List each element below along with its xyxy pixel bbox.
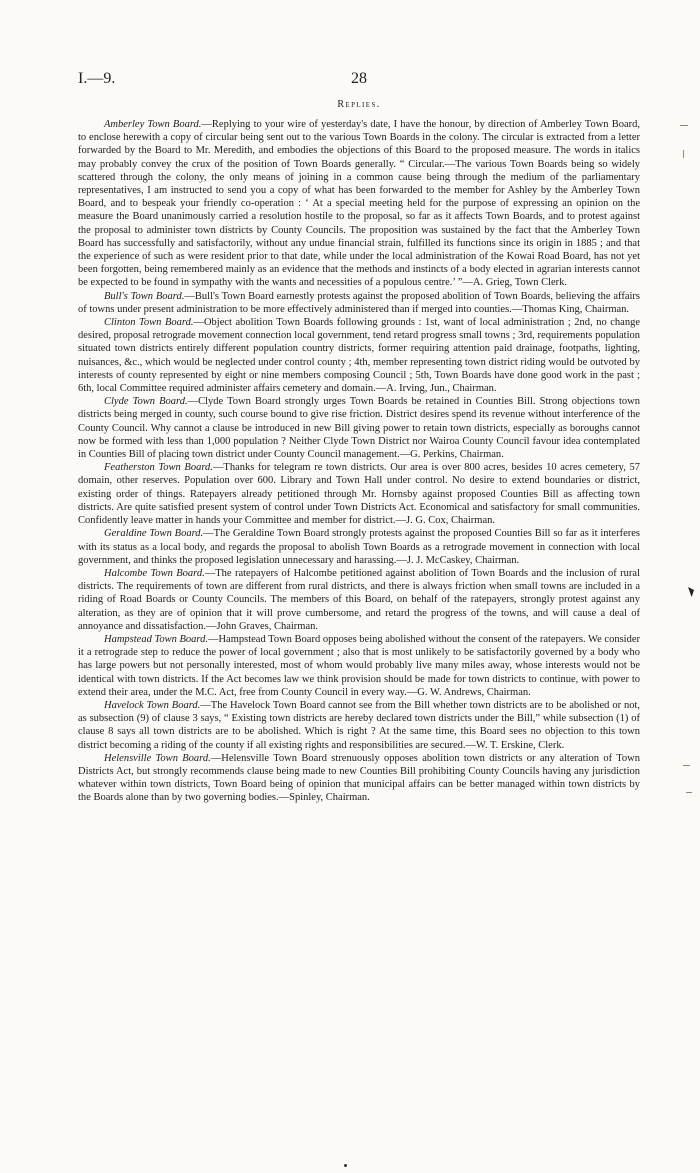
reply-text: —The Havelock Town Board cannot see from the Bill whether town districts are to be abolished or not, as subsection (9) of clause 3 says, “ Existing town districts are hereby declared town districts under the Bill,” while subsection (1) of clause 8 says all town districts are to be abolished. Which is right ? At the same time, this Board sees no objection to this town district becoming a riding of the county if all existing rights and responsibilities are secured.—W. T. Erskine, Clerk. xyxy=(78,699,640,751)
reply-text: —The ratepayers of Halcombe petitioned against abolition of Town Boards and the inclusion of rural districts. The requirements of town are different from rural districts, and there is always friction when small towns are included in a riding of Road Boards or County Councils. The members of this Board, on behalf of the ratepayers, strongly protest against any alteration, as they are of opinion that it will prove cumbersome, and retard the progress of the towns, and will cause a deal of annoyance and dissatisfaction.—John Graves, Chairman. xyxy=(78,567,640,632)
margin-mark xyxy=(688,587,694,597)
reply-clyde xyxy=(78,395,640,461)
reply-org: Amberley Town Board. xyxy=(104,119,202,130)
reply-halcombe xyxy=(78,567,640,633)
reply-org: Bull's Town Board. xyxy=(104,290,185,302)
section-heading: Replies. xyxy=(337,99,381,110)
reply-org: Clinton Town Board. xyxy=(104,317,194,329)
reply-hampstead xyxy=(78,633,640,699)
page-number: 28 xyxy=(351,70,367,87)
margin-mark xyxy=(680,125,688,126)
reply-text: —Thanks for telegram re town districts. Our area is over 800 acres, besides 10 acres cemetery, 57 domain, other reserves. Population over 600. Library and Town Hall under control. No desire to extend boundaries or district, existing order of things. Ratepayers already petitioned through Mr. Hornsby against proposed Counties Bill as affecting town districts. Are quite satisfied present system of control under Town Districts Act. Economical and satisfactory for small communities. Confidently leave matter in hands your Committee and member for district.—J. G. Cox, Chairman. xyxy=(78,462,640,527)
reply-org: Havelock Town Board. xyxy=(104,699,201,711)
reply-clinton xyxy=(78,316,640,395)
margin-mark xyxy=(686,792,692,793)
page-header xyxy=(78,70,640,90)
margin-mark xyxy=(683,150,684,158)
reply-org: Halcombe Town Board. xyxy=(104,567,205,579)
replies-body xyxy=(78,118,640,805)
reply-bulls xyxy=(78,290,640,316)
reply-amberley xyxy=(78,118,640,290)
reply-helensville xyxy=(78,752,640,805)
reply-text: —Clyde Town Board strongly urges Town Boards be retained in Counties Bill. Strong objections town districts being merged in county, such course bound to give rise friction. District desires spend its revenue without interference of the County Council. Why cannot a clause be introduced in new Bill giving power to retain town districts, especially as boroughs cannot now be formed with less than 1,000 population ? Neither Clyde Town District nor Wairoa County Council favour idea contemplated in Counties Bill of placing town district under County Council management.—G. Perkins, Chairman. xyxy=(78,396,640,461)
reply-org: Hampstead Town Board. xyxy=(104,633,208,645)
reply-text: —Helensville Town Board strenuously opposes abolition town districts or any alteration of Town Districts Act, but strongly recommends clause being made to new Counties Bill prohibiting County Councils having any jurisdiction whatever within town districts, Town Board being of opinion that municipal affairs can be better managed within town districts by the Boards alone than by two governing bodies.—Spinley, Chairman. xyxy=(78,752,640,804)
reply-org: Featherston Town Board. xyxy=(104,462,213,474)
reply-text: —The Geraldine Town Board strongly protests against the proposed Counties Bill so far as it interferes with its status as a local body, and regards the proposal to abolish Town Boards as a retrograde movement in connection with local government, and thinks the proposed legislation unnecessary and harassing.—J. J. McCaskey, Chairman. xyxy=(78,528,640,566)
page-dot xyxy=(344,1164,347,1167)
paper-reference: I.—9. xyxy=(78,70,116,87)
reply-featherston xyxy=(78,461,640,527)
reply-org: Helensville Town Board. xyxy=(104,752,211,764)
reply-text: —Bull's Town Board earnestly protests against the proposed abolition of Town Boards, believing the affairs of towns under present administration to be more effectively administered than if merged into counties.—Thomas King, Chairman. xyxy=(78,290,640,315)
reply-text: —Hampstead Town Board opposes being abolished without the consent of the ratepayers. We consider it a retrograde step to reduce the power of local government ; also that is most unlikely to be satisfactorily governed by a body who has large powers but not personally interested, most of whom would probably live many miles away, whose interests would not be identical with town districts. If the Act becomes law we think provision should be made for town districts to continue, with power to extend their area, under the M.C. Act, free from County Council in every way.—G. W. Andrews, Chairman. xyxy=(78,633,640,698)
margin-mark xyxy=(683,765,690,766)
reply-text: —Object abolition Town Boards following grounds : 1st, want of local administration ; 2nd, no change desired, proposal retrograde movement connection local government, tend retard progress small towns ; 3rd, requirements population situated town districts entirely different population country districts, former requiring attention paid drainage, footpaths, lighting, nuisances, &c., which would be neglected under control county ; 4th, member representing town district riding would be outvoted by interests of county represented by eight or nine members composing Council ; 5th, Town Boards have done good work in the past ; 6th, local Committee required administer affairs cemetery and domain.—A. Irving, Jun., Chairman. xyxy=(78,317,640,395)
reply-havelock xyxy=(78,699,640,752)
reply-org: Clyde Town Board. xyxy=(104,396,188,408)
reply-geraldine xyxy=(78,527,640,567)
reply-org: Geraldine Town Board. xyxy=(104,528,204,540)
reply-text: —Replying to your wire of yesterday's date, I have the honour, by direction of Amberley Town Board, to enclose herewith a copy of circular being sent out to the various Town Boards in the colony. The circular is extracted from a letter forwarded by the Board to Mr. Meredith, and embodies the objections of this Board to the proposed measure. The words in italics may probably convey the crux of the position of Town Boards generally. “ Circular.—The various Town Boards being so widely scattered through the colony, the only means of joining in a common cause being through the medium of the parliamentary representatives, I am instructed to send you a copy of what has been forwarded to the member for Ashley by the Amberley Town Board, and to bespeak your friendly co-operation : ‘ At a special meeting held for the purpose of expressing an opinion on the measure the Board unanimously carried a resolution hostile to the proposal, so far as it affects Town Boards, and to protest against the proposal to administer town districts by County Councils. The proposition was sustained by the fact that the Amberley Town Board has successfully and satisfactorily, without any undue financial strain, fulfilled its functions since its origin in 1885 ; and that the experience of such as were resident prior to that date, while under the local administration of the Kowai Road Board, has not yet been forgotten, being remembered mainly as an evidence that the methods and instincts of a body elected in agrarian interests cannot be expected to be found in sympathy with the wants and necessities of a populous centre.’ ”—A. Grieg, Town Clerk. xyxy=(78,119,640,289)
